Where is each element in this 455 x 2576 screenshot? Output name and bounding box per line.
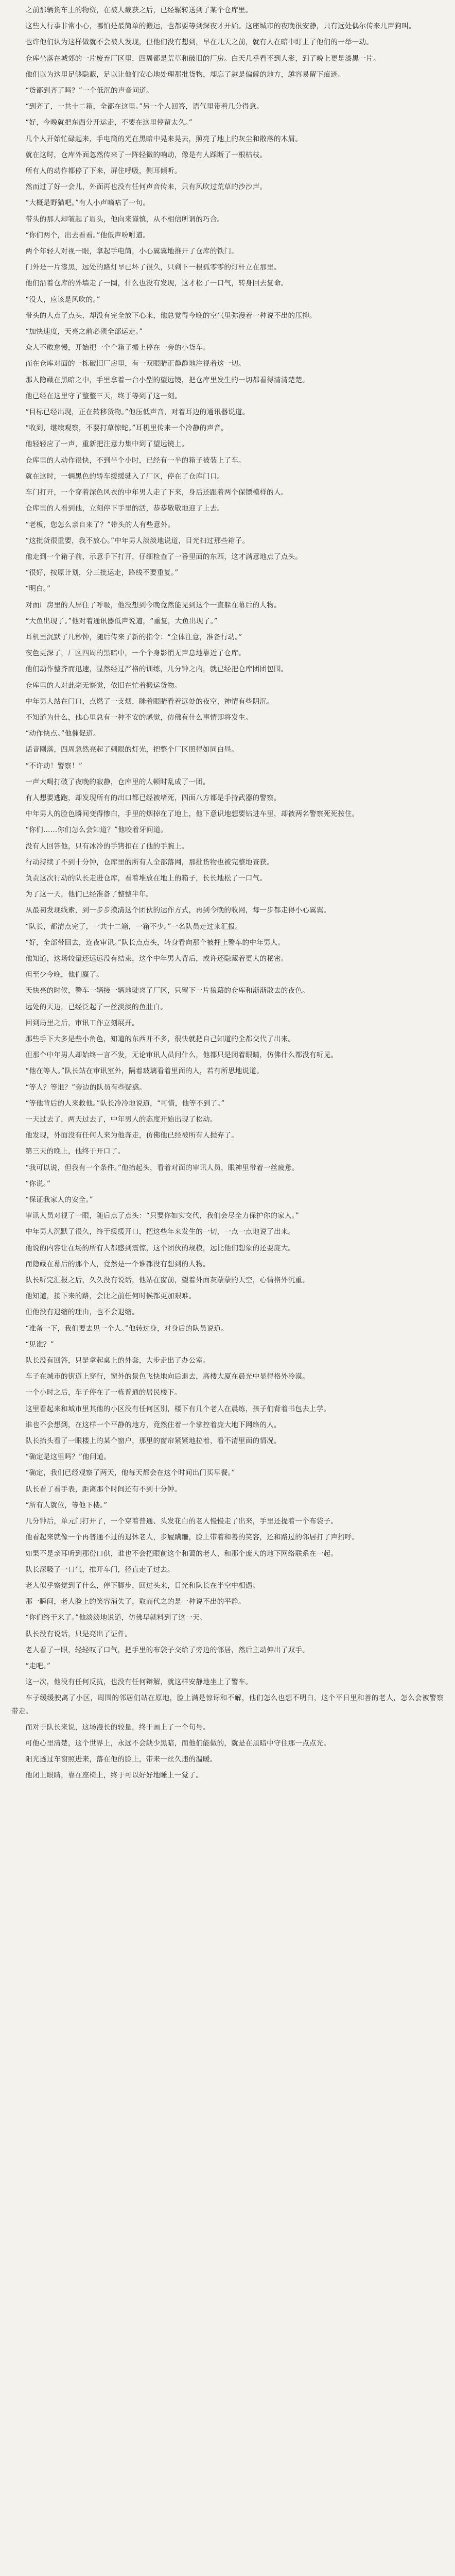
paragraph: 谁也不会想到，在这样一个平静的地方，竟然住着一个掌控着庞大地下网络的人。 xyxy=(25,1420,281,1429)
paragraph: 中年男人站在门口，点燃了一支烟，眯着眼睛看着远处的夜空，神情有些阴沉。 xyxy=(25,697,274,706)
paragraph: “你们终于来了。”他淡淡地说道，仿佛早就料到了这一天。 xyxy=(25,1614,207,1622)
paragraph: 那些手下大多是些小角色，知道的东西并不多，很快就把自己知道的全都交代了出来。 xyxy=(25,1035,295,1043)
paragraph: “目标已经出现，正在转移货物。”他压低声音，对着耳边的通讯器说道。 xyxy=(25,408,250,417)
paragraph: 夜色更深了，厂区四周的黑暗中，一个个身影悄无声息地靠近了仓库。 xyxy=(25,649,246,658)
paragraph: “队长，都清点完了，一共十二箱，一箱不少。”一名队员走过来汇报。 xyxy=(25,922,242,931)
paragraph: 仓库里的人动作很快，不到半个小时，已经有一半的箱子被装上了车。 xyxy=(25,456,246,465)
paragraph: 队长没有回答，只是拿起桌上的外套，大步走出了办公室。 xyxy=(25,1357,210,1365)
paragraph: 对面厂房里的人屏住了呼吸，他没想到今晚竟然能见到这个一直躲在幕后的人物。 xyxy=(25,601,281,609)
paragraph: “准备一下，我们要去见一个人。”他转过身，对身后的队员说道。 xyxy=(25,1324,228,1333)
paragraph: 他发现，外面没有任何人来为他奔走，仿佛他已经被所有人抛弃了。 xyxy=(25,1131,238,1140)
paragraph: 有人想要逃跑，却发现所有的出口都已经被堵死，四面八方都是手持武器的警察。 xyxy=(25,793,281,802)
paragraph: 他说的内容让在场的所有人都感到震惊，这个团伙的规模，远比他们想象的还要庞大。 xyxy=(25,1244,295,1252)
paragraph: 队长听完汇报之后，久久没有说话，他站在窗前，望着外面灰蒙蒙的天空，心情格外沉重。 xyxy=(25,1276,309,1285)
paragraph: 阳光透过车窗照进来，落在他的脸上，带来一丝久违的温暖。 xyxy=(25,1755,217,1764)
paragraph: 几个人开始忙碌起来，手电筒的光在黑暗中晃来晃去，照亮了地上的灰尘和散落的木屑。 xyxy=(25,134,303,143)
paragraph: 这些人行事非常小心，哪怕是最简单的搬运，也都要等到深夜才开始。这座城市的夜晚很安静，只有远处偶尔传来几声狗叫。 xyxy=(25,22,416,31)
paragraph: 他知道，这场较量还远远没有结束，这个中年男人背后，或许还隐藏着更大的秘密。 xyxy=(25,954,288,963)
paragraph: “见谁？” xyxy=(25,1340,54,1349)
paragraph: “我可以说，但我有一个条件。”他抬起头，看着对面的审讯人员，眼神里带着一丝疲惫。 xyxy=(25,1163,299,1172)
paragraph: 远处的天边，已经泛起了一丝淡淡的鱼肚白。 xyxy=(25,1003,168,1011)
paragraph: 带头的那人却皱起了眉头，他向来谨慎，从不相信所谓的巧合。 xyxy=(25,215,224,224)
paragraph: 但那个中年男人却始终一言不发，无论审讯人员问什么，他都只是闭着眼睛，仿佛什么都没有听见。 xyxy=(25,1051,338,1060)
paragraph: 如果不是亲耳听到那份口供，谁也不会把眼前这个和蔼的老人，和那个庞大的地下网络联系在一起。 xyxy=(25,1549,338,1558)
paragraph: 天快亮的时候，警车一辆接一辆地驶离了厂区，只留下一片狼藉的仓库和渐渐散去的夜色。 xyxy=(25,987,309,995)
paragraph: 然而过了好一会儿，外面再也没有任何声音传来，只有风吹过荒草的沙沙声。 xyxy=(25,183,267,192)
paragraph: 他们沿着仓库的外墙走了一圈，什么也没有发现，这才松了一口气，转身回去复命。 xyxy=(25,279,288,288)
paragraph: 中年男人沉默了很久，终于缓缓开口，把这些年来发生的一切，一点一点地说了出来。 xyxy=(25,1228,295,1236)
paragraph: “你们两个，出去看看。”他低声吩咐道。 xyxy=(25,231,150,240)
paragraph: “走吧。” xyxy=(25,1662,51,1670)
paragraph: 中年男人的脸色瞬间变得惨白，手里的烟掉在了地上，他下意识地想要钻进车里，却被两名警察死死按住。 xyxy=(25,810,359,819)
paragraph: 就在这时，一辆黑色的轿车缓缓驶入了厂区，停在了仓库门口。 xyxy=(25,472,224,481)
paragraph: “保证我家人的安全。” xyxy=(25,1196,93,1205)
paragraph: 几分钟后，单元门打开了，一个穿着普通、头发花白的老人慢慢走了出来，手里还提着一个布袋子。 xyxy=(25,1517,338,1526)
paragraph: 就在这时，仓库外面忽然传来了一阵轻微的响动，像是有人踩断了一根枯枝。 xyxy=(25,150,267,159)
paragraph: “确定是这里吗？”他问道。 xyxy=(25,1453,111,1462)
paragraph: 话音刚落，四周忽然亮起了刺眼的灯光，把整个厂区照得如同白昼。 xyxy=(25,745,238,754)
paragraph: “动作快点。”他催促道。 xyxy=(25,730,100,738)
paragraph: “等人？等谁？”旁边的队员有些疑惑。 xyxy=(25,1083,147,1092)
paragraph: 而在仓库对面的一栋破旧厂房里，有一双眼睛正静静地注视着这一切。 xyxy=(25,360,246,368)
paragraph: 而对于队长来说，这场漫长的较量，终于画上了一个句号。 xyxy=(25,1723,210,1732)
paragraph: 队长抬头看了一眼楼上的某个窗户，那里的窗帘紧紧地拉着，看不清里面的情况。 xyxy=(25,1437,281,1446)
paragraph: 他知道，接下来的路，会比之前任何时候都更加艰难。 xyxy=(25,1292,196,1301)
paragraph: 第三天的晚上，他终于开口了。 xyxy=(25,1147,125,1156)
paragraph: “确定，我们已经观察了两天，他每天都会在这个时间出门买早餐。” xyxy=(25,1469,235,1478)
paragraph: 他看起来就像一个再普通不过的退休老人，步履蹒跚，脸上带着和善的笑容，还和路过的邻居打了声招呼。 xyxy=(25,1533,359,1542)
paragraph: 他已经在这里守了整整三天，终于等到了这一刻。 xyxy=(25,392,182,400)
paragraph: 队长看了看手表，距离那个时间还有不到十分钟。 xyxy=(25,1485,182,1494)
paragraph: “所有人就位，等他下楼。” xyxy=(25,1501,108,1510)
paragraph: 一天过去了，两天过去了，中年男人的态度开始出现了松动。 xyxy=(25,1115,217,1124)
paragraph: “很好，按原计划，分三批运走，路线不要重复。” xyxy=(25,569,179,578)
paragraph: “这批货很重要，我不放心。”中年男人淡淡地说道，目光扫过那些箱子。 xyxy=(25,536,250,545)
paragraph: “等他背后的人来救他。”队长冷冷地说道，“可惜，他等不到了。” xyxy=(25,1099,225,1108)
paragraph: 但至少今晚，他们赢了。 xyxy=(25,971,103,979)
paragraph: 负责这次行动的队长走进仓库，看着堆放在地上的箱子，长长地松了一口气。 xyxy=(25,874,267,883)
paragraph: 门外是一片漆黑，远处的路灯早已坏了很久，只剩下一根孤零零的灯杆立在那里。 xyxy=(25,263,281,272)
paragraph: 不知道为什么，他心里总有一种不安的感觉，仿佛有什么事情即将发生。 xyxy=(25,713,253,722)
paragraph: “他在等人。”队长站在审讯室外，隔着玻璃看着里面的人，若有所思地说道。 xyxy=(25,1067,264,1076)
paragraph: “收到，继续观察，不要打草惊蛇。”耳机里传来一个冷静的声音。 xyxy=(25,424,228,433)
paragraph: 两个年轻人对视一眼，拿起手电筒，小心翼翼地推开了仓库的铁门。 xyxy=(25,247,238,256)
paragraph: 老人看了一眼，轻轻叹了口气，把手里的布袋子交给了旁边的邻居，然后主动伸出了双手。 xyxy=(25,1646,309,1654)
paragraph: 没有人回答他，只有冰冷的手铐扣在了他的手腕上。 xyxy=(25,842,189,851)
paragraph: 他走到一个箱子前，示意手下打开，仔细检查了一番里面的东西，这才满意地点了点头。 xyxy=(25,552,303,561)
paragraph: 这里看起来和城市里其他的小区没有任何区别，楼下有几个老人在晨练，孩子们背着书包去上学。 xyxy=(25,1404,331,1413)
paragraph: 仓库里的人看到他，立刻停下手里的活，恭恭敬敬地迎了上去。 xyxy=(25,504,224,513)
paragraph: 队长没有说话，只是亮出了证件。 xyxy=(25,1630,132,1638)
paragraph: “你说。” xyxy=(25,1179,51,1188)
paragraph: 那人隐藏在黑暗之中，手里拿着一台小型的望远镜，把仓库里发生的一切都看得清清楚楚。 xyxy=(25,376,309,384)
paragraph: 也许他们认为这样做就不会被人发现，但他们没有想到，早在几天之前，就有人在暗中盯上了他们的一举一动。 xyxy=(25,38,374,47)
paragraph: “好，全部带回去，连夜审讯。”队长点点头，转身看向那个被押上警车的中年男人。 xyxy=(25,938,285,947)
paragraph: 回到局里之后，审讯工作立刻展开。 xyxy=(25,1019,139,1027)
paragraph: 带头的人点了点头，却没有完全放下心来，他总觉得今晚的空气里弥漫着一种说不出的压抑。 xyxy=(25,311,317,320)
paragraph: 队长深吸了一口气，推开车门，径直走了过去。 xyxy=(25,1565,174,1574)
paragraph: “大概是野猫吧。”有人小声嘀咕了一句。 xyxy=(25,199,150,208)
paragraph: 他轻轻应了一声，重新把注意力集中到了望远镜上。 xyxy=(25,440,189,449)
paragraph: 为了这一天，他们已经准备了整整半年。 xyxy=(25,890,153,899)
paragraph: 但他没有退缩的理由，也不会退缩。 xyxy=(25,1308,139,1317)
paragraph: 老人似乎察觉到了什么，停下脚步，回过头来，目光和队长在半空中相遇。 xyxy=(25,1581,260,1590)
paragraph: 仓库里的人对此毫无察觉，依旧在忙着搬运货物。 xyxy=(25,681,182,690)
paragraph: 仓库坐落在城郊的一片废弃厂区里，四周都是荒草和破旧的厂房。白天几乎看不到人影，到了晚上更是漆黑一片。 xyxy=(25,54,380,63)
paragraph: 可他心里清楚，这个世界上，永远不会缺少黑暗，而他们能做的，就是在黑暗中守住那一点点光。 xyxy=(25,1739,331,1748)
paragraph: “你们……你们怎么会知道？”他咬着牙问道。 xyxy=(25,826,168,835)
paragraph: 车子在城市的街道上穿行，窗外的景色飞快地向后退去，高楼大厦在晨光中显得格外冷漠。 xyxy=(25,1372,309,1381)
paragraph: 从最初发现线索，到一步步摸清这个团伙的运作方式，再到今晚的收网，每一步都走得小心翼翼。 xyxy=(25,906,331,915)
paragraph: 而隐藏在幕后的那个人，竟然是一个谁都没有想到的人物。 xyxy=(25,1260,210,1268)
paragraph: 车子缓缓驶离了小区，周围的邻居们站在原地，脸上满是惊讶和不解，他们怎么也想不明白，这个平日里和善的老人，怎么会被警察带走。 xyxy=(11,1694,444,1716)
paragraph: “没人，应该是风吹的。” xyxy=(25,295,100,304)
paragraph: “加快速度，天亮之前必须全部运走。” xyxy=(25,328,143,336)
paragraph: 耳机里沉默了几秒钟，随后传来了新的指令：“全体注意，准备行动。” xyxy=(25,633,242,641)
paragraph: 之前那辆货车上的物资，在被人截获之后，已经辗转送到了某个仓库里。 xyxy=(25,6,253,14)
paragraph: “老板，您怎么亲自来了？”带头的人有些意外。 xyxy=(25,520,175,529)
paragraph: 车门打开，一个穿着深色风衣的中年男人走了下来，身后还跟着两个保镖模样的人。 xyxy=(25,488,288,497)
paragraph: 审讯人员对视了一眼，随后点了点头：“只要你如实交代，我们会尽全力保护你的家人。” xyxy=(25,1212,299,1221)
paragraph: 他们以为这里足够隐蔽，足以让他们安心地处理那批货物，却忘了越是偏僻的地方，越容易留下痕迹。 xyxy=(25,70,345,79)
paragraph: 他闭上眼睛，靠在座椅上，终于可以好好地睡上一觉了。 xyxy=(25,1771,203,1780)
paragraph: 一声大喝打破了夜晚的寂静，仓库里的人顿时乱成了一团。 xyxy=(25,777,210,786)
paragraph: “到齐了，一共十二箱，全都在这里。”另一个人回答，语气里带着几分得意。 xyxy=(25,103,264,111)
paragraph: 这一次，他没有任何反抗，也没有任何辩解，就这样安静地坐上了警车。 xyxy=(25,1678,253,1687)
paragraph: 行动持续了不到十分钟，仓库里的所有人全部落网，那批货物也被完整地查获。 xyxy=(25,858,274,867)
paragraph: “大鱼出现了。”他对着通讯器低声说道，“重复，大鱼出现了。” xyxy=(25,617,218,625)
paragraph: 他们动作整齐而迅速，显然经过严格的训练，几分钟之内，就已经把仓库团团包围。 xyxy=(25,665,288,674)
paragraph: “货都到齐了吗？”一个低沉的声音问道。 xyxy=(25,87,153,95)
paragraph: 一个小时之后，车子停在了一栋普通的居民楼下。 xyxy=(25,1388,182,1397)
paragraph: “好，今晚就把东西分开运走，不要在这里停留太久。” xyxy=(25,118,192,127)
paragraph: 众人不敢怠慢，开始把一个个箱子搬上停在一旁的小货车。 xyxy=(25,344,210,352)
paragraph: “明白。” xyxy=(25,585,51,594)
paragraph: “不许动！警察！” xyxy=(25,761,83,770)
paragraph: 所有人的动作都停了下来，屏住呼吸，侧耳倾听。 xyxy=(25,167,182,176)
paragraph: 那一瞬间，老人脸上的笑容消失了，取而代之的是一种说不出的平静。 xyxy=(25,1598,246,1606)
